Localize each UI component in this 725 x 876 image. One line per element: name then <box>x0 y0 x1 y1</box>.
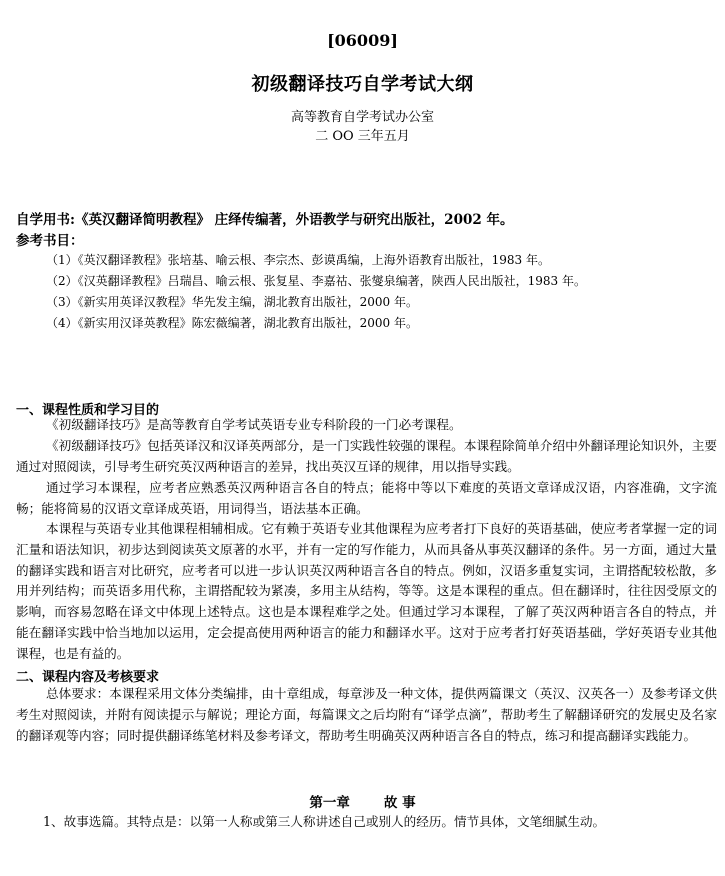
references-heading: 参考书目： <box>16 233 84 249</box>
paragraph: 总体要求：本课程采用文体分类编排，由十章组成，每章涉及一种文体，提供两篇课文（英汉、汉英各一）及参考译文供考生对照阅读，并附有阅读提示与解说；理论方面，每篇课文之后均附有“译学点滴”，帮助考生了解翻译研究的发展史及名家的翻译观等内容；同时提供翻译练笔材料及参考译文，帮助考生明确英汉两种语言各自的特点，练习和提高翻译实践能力。 <box>16 686 717 743</box>
chapter-heading <box>0 791 725 811</box>
reference-item: （1）《英汉翻译教程》张培基、喻云根、李宗杰、彭谟禹编，上海外语教育出版社，1983 年。 <box>46 253 550 267</box>
reference-item: （3）《新实用英译汉教程》华先发主编，湖北教育出版社，2000 年。 <box>46 295 418 309</box>
chapter-number: 第一章 <box>309 795 350 811</box>
section-heading-1: 一、课程性质和学习目的 <box>16 403 160 418</box>
chapter-name: 故 事 <box>383 795 416 811</box>
issuer: 高等教育自学考试办公室 <box>290 110 434 125</box>
issue-date: 二 OO 三年五月 <box>315 129 410 144</box>
paragraph: 本课程与英语专业其他课程相辅相成。它有赖于英语专业其他课程为应考者打下良好的英语基础，使应考者掌握一定的词汇量和语法知识，初步达到阅读英文原著的水平，并有一定的写作能力，从而具备从事英汉翻译的条件。另一方面，通过大量的翻译实践和语言对比研究，应考者可以进一步认识英汉两种语言各自的特点。例如，汉语多重复实词，主谓搭配较松散，多用并列结构；而英语多用代称，主谓搭配较为紧凑，多用主从结构，等等。这是本课程的重点。但在翻译时，往往因受原文的影响，而容易忽略在译文中体现上述特点。这也是本课程难学之处。但通过学习本课程，了解了英汉两种语言各自的特点，并能在翻译实践中恰当地加以运用，定会提高使用两种语言的能力和翻译水平。这对于应考者打好英语基础，学好英语专业其他课程，也是有益的。 <box>16 521 717 661</box>
reference-item: （4）《新实用汉译英教程》陈宏薇编著，湖北教育出版社，2000 年。 <box>46 316 418 330</box>
section-heading-2: 二、课程内容及考核要求 <box>16 670 160 685</box>
textbook-line: 自学用书:《英汉翻译简明教程》 庄绎传编著，外语教学与研究出版社，2002 年。 <box>16 212 514 228</box>
course-code: [06009] <box>327 31 398 50</box>
paragraph: 《初级翻译技巧》是高等教育自学考试英语专业专科阶段的一门必考课程。 <box>46 417 462 432</box>
paragraph: 通过学习本课程，应考者应熟悉英汉两种语言各自的特点；能将中等以下难度的英语文章译成汉语，内容准确，文字流畅；能将简易的汉语文章译成英语，用词得当，语法基本正确。 <box>16 480 717 516</box>
chapter-item: 1、故事选篇。其特点是：以第一人称或第三人称讲述自己或别人的经历。情节具体，文笔细腻生动。 <box>43 814 606 829</box>
reference-item: （2）《汉英翻译教程》吕瑞昌、喻云根、张复星、李嘉祜、张燮泉编著，陕西人民出版社，1983 年。 <box>46 274 586 288</box>
document-title: 初级翻译技巧自学考试大纲 <box>251 74 474 95</box>
paragraph: 《初级翻译技巧》包括英译汉和汉译英两部分，是一门实践性较强的课程。本课程除简单介绍中外翻译理论知识外，主要通过对照阅读，引导考生研究英汉两种语言的差异，找出英汉互译的规律，用以指导实践。 <box>16 438 717 474</box>
